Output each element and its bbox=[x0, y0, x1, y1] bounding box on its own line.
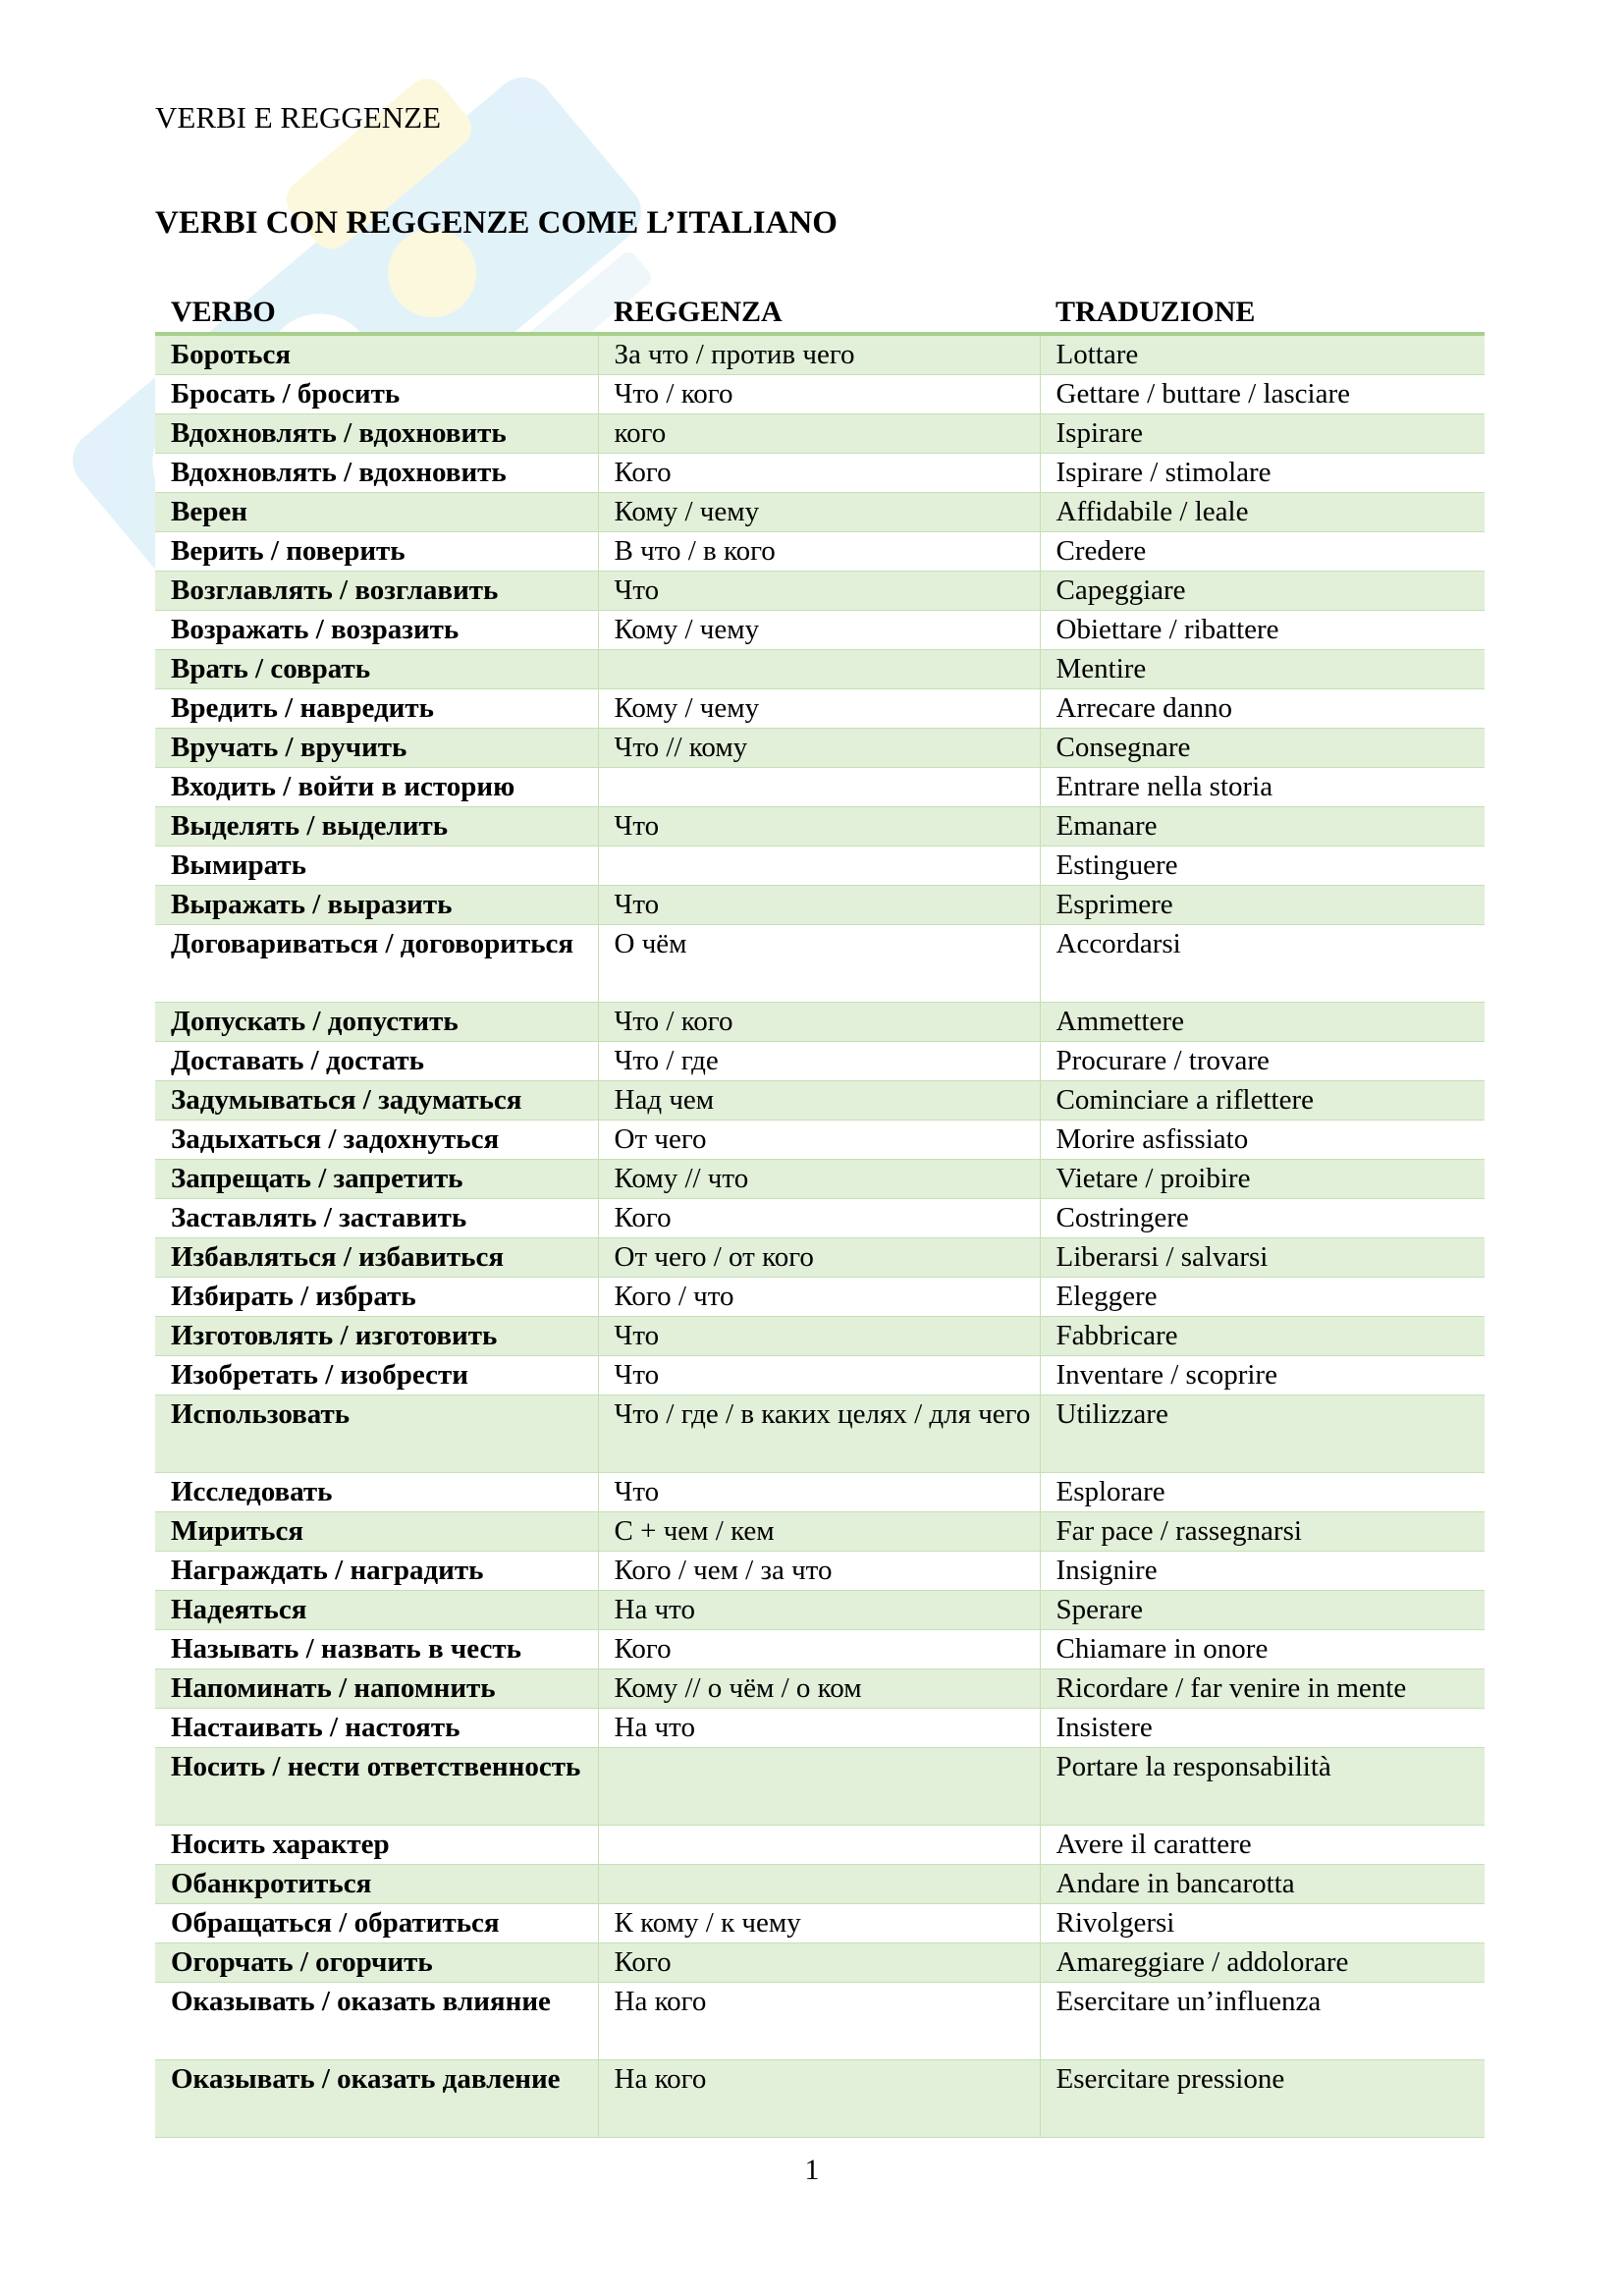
table-row bbox=[155, 1983, 1485, 2060]
table-row bbox=[155, 334, 1485, 375]
table-row bbox=[155, 1042, 1485, 1081]
verb-cell: Называть / назвать в честь bbox=[155, 1630, 598, 1669]
translation-cell: Morire asfissiato bbox=[1040, 1121, 1485, 1160]
translation-cell: Ispirare bbox=[1040, 414, 1485, 454]
government-cell: О чём bbox=[598, 925, 1040, 1003]
translation-cell: Accordarsi bbox=[1040, 925, 1485, 1003]
translation-cell: Esercitare un’influenza bbox=[1040, 1983, 1485, 2060]
translation-cell: Consegnare bbox=[1040, 729, 1485, 768]
table-row bbox=[155, 1317, 1485, 1356]
verb-cell: Допускать / допустить bbox=[155, 1003, 598, 1042]
government-cell: Что // кому bbox=[598, 729, 1040, 768]
government-cell: кого bbox=[598, 414, 1040, 454]
translation-cell: Esercitare pressione bbox=[1040, 2060, 1485, 2138]
translation-cell: Vietare / proibire bbox=[1040, 1160, 1485, 1199]
verb-cell: Вручать / вручить bbox=[155, 729, 598, 768]
government-cell: Кого / чем / за что bbox=[598, 1552, 1040, 1591]
verb-cell: Возражать / возразить bbox=[155, 611, 598, 650]
verb-cell: Задыхаться / задохнуться bbox=[155, 1121, 598, 1160]
government-cell: На что bbox=[598, 1709, 1040, 1748]
government-cell: Кому // что bbox=[598, 1160, 1040, 1199]
verb-cell: Заставлять / заставить bbox=[155, 1199, 598, 1238]
government-cell: Что / где bbox=[598, 1042, 1040, 1081]
government-cell bbox=[598, 650, 1040, 689]
table-row bbox=[155, 1278, 1485, 1317]
table-row bbox=[155, 1826, 1485, 1865]
translation-cell: Procurare / trovare bbox=[1040, 1042, 1485, 1081]
verb-cell: Верить / поверить bbox=[155, 532, 598, 572]
translation-cell: Chiamare in onore bbox=[1040, 1630, 1485, 1669]
verb-cell: Изготовлять / изготовить bbox=[155, 1317, 598, 1356]
government-cell: Над чем bbox=[598, 1081, 1040, 1121]
government-cell: Что bbox=[598, 886, 1040, 925]
government-cell: В что / в кого bbox=[598, 532, 1040, 572]
translation-cell: Esprimere bbox=[1040, 886, 1485, 925]
table-row bbox=[155, 375, 1485, 414]
verb-cell: Вдохновлять / вдохновить bbox=[155, 454, 598, 493]
verb-cell: Использовать bbox=[155, 1395, 598, 1473]
government-cell bbox=[598, 847, 1040, 886]
government-cell: Что bbox=[598, 1317, 1040, 1356]
table-row bbox=[155, 1552, 1485, 1591]
table-row bbox=[155, 1904, 1485, 1943]
table-row bbox=[155, 925, 1485, 1003]
table-row bbox=[155, 729, 1485, 768]
section-title: VERBI CON REGGENZE COME L’ITALIANO bbox=[155, 205, 838, 241]
verb-cell: Возглавлять / возглавить bbox=[155, 572, 598, 611]
verb-cell: Задумываться / задуматься bbox=[155, 1081, 598, 1121]
government-cell: Что bbox=[598, 572, 1040, 611]
government-cell bbox=[598, 1748, 1040, 1826]
government-cell bbox=[598, 1865, 1040, 1904]
government-cell: Кому // о чём / о ком bbox=[598, 1669, 1040, 1709]
verb-cell: Входить / войти в историю bbox=[155, 768, 598, 807]
table-row bbox=[155, 1591, 1485, 1630]
verbs-table bbox=[155, 289, 1485, 2138]
table-row bbox=[155, 847, 1485, 886]
government-cell: Что bbox=[598, 1473, 1040, 1512]
table-row bbox=[155, 414, 1485, 454]
table-row bbox=[155, 1473, 1485, 1512]
verb-cell: Напоминать / напомнить bbox=[155, 1669, 598, 1709]
verb-cell: Выражать / выразить bbox=[155, 886, 598, 925]
government-cell: На кого bbox=[598, 2060, 1040, 2138]
government-cell: Кого bbox=[598, 1630, 1040, 1669]
translation-cell: Portare la responsabilità bbox=[1040, 1748, 1485, 1826]
table-row bbox=[155, 1199, 1485, 1238]
government-cell: Что / где / в каких целях / для чего bbox=[598, 1395, 1040, 1473]
table-row bbox=[155, 572, 1485, 611]
table-row bbox=[155, 807, 1485, 847]
table-row bbox=[155, 1748, 1485, 1826]
government-cell: Кого bbox=[598, 454, 1040, 493]
government-cell: Что / кого bbox=[598, 375, 1040, 414]
verb-cell: Обращаться / обратиться bbox=[155, 1904, 598, 1943]
verb-cell: Избирать / избрать bbox=[155, 1278, 598, 1317]
government-cell: Что bbox=[598, 1356, 1040, 1395]
government-cell bbox=[598, 1826, 1040, 1865]
verb-cell: Врать / соврать bbox=[155, 650, 598, 689]
translation-cell: Sperare bbox=[1040, 1591, 1485, 1630]
translation-cell: Andare in bancarotta bbox=[1040, 1865, 1485, 1904]
government-cell: Что / кого bbox=[598, 1003, 1040, 1042]
translation-cell: Credere bbox=[1040, 532, 1485, 572]
table-row bbox=[155, 768, 1485, 807]
translation-cell: Esplorare bbox=[1040, 1473, 1485, 1512]
table-row bbox=[155, 1395, 1485, 1473]
government-cell: Кого bbox=[598, 1943, 1040, 1983]
verb-cell: Огорчать / огорчить bbox=[155, 1943, 598, 1983]
verb-cell: Выделять / выделить bbox=[155, 807, 598, 847]
translation-cell: Ricordare / far venire in mente bbox=[1040, 1669, 1485, 1709]
column-header-verb: VERBO bbox=[155, 289, 598, 334]
verb-cell: Исследовать bbox=[155, 1473, 598, 1512]
government-cell: Что bbox=[598, 807, 1040, 847]
verb-cell: Носить характер bbox=[155, 1826, 598, 1865]
verb-cell: Надеяться bbox=[155, 1591, 598, 1630]
verb-cell: Обанкротиться bbox=[155, 1865, 598, 1904]
table-row bbox=[155, 493, 1485, 532]
translation-cell: Utilizzare bbox=[1040, 1395, 1485, 1473]
translation-cell: Mentire bbox=[1040, 650, 1485, 689]
translation-cell: Affidabile / leale bbox=[1040, 493, 1485, 532]
government-cell: Кого bbox=[598, 1199, 1040, 1238]
translation-cell: Capeggiare bbox=[1040, 572, 1485, 611]
government-cell: Кого / что bbox=[598, 1278, 1040, 1317]
verb-cell: Вредить / навредить bbox=[155, 689, 598, 729]
translation-cell: Liberarsi / salvarsi bbox=[1040, 1238, 1485, 1278]
translation-cell: Insignire bbox=[1040, 1552, 1485, 1591]
verb-cell: Вдохновлять / вдохновить bbox=[155, 414, 598, 454]
government-cell bbox=[598, 768, 1040, 807]
verb-cell: Бросать / бросить bbox=[155, 375, 598, 414]
government-cell: С + чем / кем bbox=[598, 1512, 1040, 1552]
table-row bbox=[155, 1709, 1485, 1748]
table-row bbox=[155, 1865, 1485, 1904]
translation-cell: Cominciare a riflettere bbox=[1040, 1081, 1485, 1121]
translation-cell: Inventare / scoprire bbox=[1040, 1356, 1485, 1395]
table-row bbox=[155, 1943, 1485, 1983]
translation-cell: Estinguere bbox=[1040, 847, 1485, 886]
government-cell: За что / против чего bbox=[598, 334, 1040, 375]
verb-cell: Награждать / наградить bbox=[155, 1552, 598, 1591]
verb-cell: Носить / нести ответственность bbox=[155, 1748, 598, 1826]
government-cell: К кому / к чему bbox=[598, 1904, 1040, 1943]
verb-cell: Мириться bbox=[155, 1512, 598, 1552]
government-cell: На что bbox=[598, 1591, 1040, 1630]
government-cell: От чего / от кого bbox=[598, 1238, 1040, 1278]
translation-cell: Gettare / buttare / lasciare bbox=[1040, 375, 1485, 414]
table-header-row bbox=[155, 289, 1485, 334]
government-cell: На кого bbox=[598, 1983, 1040, 2060]
translation-cell: Obiettare / ribattere bbox=[1040, 611, 1485, 650]
table-row bbox=[155, 1003, 1485, 1042]
translation-cell: Insistere bbox=[1040, 1709, 1485, 1748]
verb-cell: Избавляться / избавиться bbox=[155, 1238, 598, 1278]
translation-cell: Ammettere bbox=[1040, 1003, 1485, 1042]
column-header-translation: TRADUZIONE bbox=[1040, 289, 1485, 334]
translation-cell: Lottare bbox=[1040, 334, 1485, 375]
table-row bbox=[155, 1160, 1485, 1199]
translation-cell: Costringere bbox=[1040, 1199, 1485, 1238]
translation-cell: Fabbricare bbox=[1040, 1317, 1485, 1356]
verb-cell: Верен bbox=[155, 493, 598, 532]
table-row bbox=[155, 454, 1485, 493]
translation-cell: Emanare bbox=[1040, 807, 1485, 847]
verb-cell: Договариваться / договориться bbox=[155, 925, 598, 1003]
table-row bbox=[155, 2060, 1485, 2138]
verb-cell: Изобретать / изобрести bbox=[155, 1356, 598, 1395]
table-row bbox=[155, 689, 1485, 729]
verb-cell: Оказывать / оказать давление bbox=[155, 2060, 598, 2138]
table-row bbox=[155, 650, 1485, 689]
table-row bbox=[155, 1238, 1485, 1278]
verb-cell: Бороться bbox=[155, 334, 598, 375]
table-row bbox=[155, 1669, 1485, 1709]
table-row bbox=[155, 1081, 1485, 1121]
verb-cell: Оказывать / оказать влияние bbox=[155, 1983, 598, 2060]
page-number: 1 bbox=[804, 2154, 820, 2186]
verb-cell: Вымирать bbox=[155, 847, 598, 886]
table-row bbox=[155, 532, 1485, 572]
table-row bbox=[155, 886, 1485, 925]
verb-cell: Запрещать / запретить bbox=[155, 1160, 598, 1199]
translation-cell: Ispirare / stimolare bbox=[1040, 454, 1485, 493]
translation-cell: Far pace / rassegnarsi bbox=[1040, 1512, 1485, 1552]
table-row bbox=[155, 1121, 1485, 1160]
translation-cell: Eleggere bbox=[1040, 1278, 1485, 1317]
table-row bbox=[155, 1630, 1485, 1669]
government-cell: От чего bbox=[598, 1121, 1040, 1160]
translation-cell: Amareggiare / addolorare bbox=[1040, 1943, 1485, 1983]
government-cell: Кому / чему bbox=[598, 493, 1040, 532]
verb-cell: Настаивать / настоять bbox=[155, 1709, 598, 1748]
translation-cell: Avere il carattere bbox=[1040, 1826, 1485, 1865]
document-header: VERBI E REGGENZE bbox=[155, 100, 442, 135]
verb-cell: Доставать / достать bbox=[155, 1042, 598, 1081]
government-cell: Кому / чему bbox=[598, 689, 1040, 729]
table-row bbox=[155, 1512, 1485, 1552]
translation-cell: Rivolgersi bbox=[1040, 1904, 1485, 1943]
translation-cell: Arrecare danno bbox=[1040, 689, 1485, 729]
column-header-government: REGGENZA bbox=[598, 289, 1040, 334]
table-row bbox=[155, 611, 1485, 650]
table-row bbox=[155, 1356, 1485, 1395]
government-cell: Кому / чему bbox=[598, 611, 1040, 650]
translation-cell: Entrare nella storia bbox=[1040, 768, 1485, 807]
